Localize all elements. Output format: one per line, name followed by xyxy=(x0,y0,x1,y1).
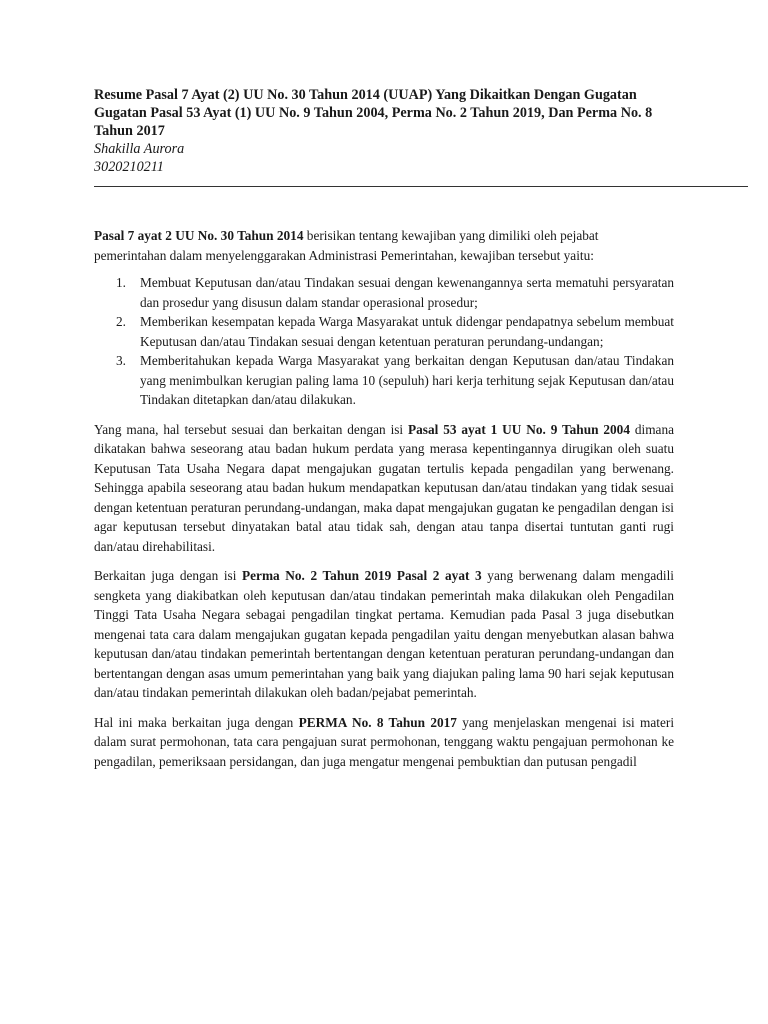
list-item xyxy=(94,273,674,312)
document-body xyxy=(94,226,674,781)
paragraph-text: Hal ini maka berkaitan juga dengan xyxy=(94,714,299,730)
list-item-number: 2. xyxy=(116,314,126,329)
paragraph-pasal-53 xyxy=(94,420,674,557)
document-title: Resume Pasal 7 Ayat (2) UU No. 30 Tahun 2014 (UUAP) Yang Dikaitkan Dengan Gugatan Gugatan Pasal 53 Ayat (1) UU No. 9 Tahun 2004, Perma No. 2 Tahun 2019, Dan Perma No. 8 Tahun 2017 xyxy=(94,87,653,139)
list-item-number: 1. xyxy=(116,275,126,290)
student-id: 3020210211 xyxy=(94,159,164,175)
list-item-text: Membuat Keputusan dan/atau Tindakan sesuai dengan kewenangannya serta mematuhi persyaratan dan prosedur yang disusun dalam standar operasional prosedur; xyxy=(140,275,674,310)
paragraph-text: yang menjelaskan mengenai isi materi dalam surat permohonan, tata cara pengajuan surat permohonan, tenggang waktu pengajuan permohonan ke pengadilan, pemeriksaan persidangan, dan juga mengatur mengenai pembuktian dan putusan pengadil xyxy=(94,714,675,769)
author-name: Shakilla Aurora xyxy=(94,141,185,157)
document-header xyxy=(94,86,684,176)
paragraph-text: Yang mana, hal tersebut sesuai dan berkaitan dengan isi xyxy=(94,421,409,437)
paragraph-text: dimana dikatakan bahwa seseorang atau badan hukum perdata yang merasa kepentingannya dirugikan oleh suatu Keputusan Tata Usaha Negara dapat mengajukan gugatan tertulis kepada pengadilan yang berwenang. Sehingga apabila seseorang atau badan hukum mendapatkan keputusan dan/atau tindakan yang tidak sesuai dengan ketentuan peraturan perundang-undangan, maka dapat mengajukan gugatan ke pengadilan dengan isi agar keputusan tersebut dinyatakan batal atau tidak sah, dengan atau tanpa disertai tuntutan ganti rugi dan/atau direhabilitasi. xyxy=(94,421,674,554)
paragraph-perma-2-2019 xyxy=(94,566,674,703)
intro-text: berisikan tentang kewajiban yang dimiliki oleh pejabat pemerintahan dalam menyelenggarakan Administrasi Pemerintahan, kewajiban tersebut yaitu: xyxy=(94,228,599,263)
header-divider xyxy=(94,186,748,187)
paragraph-bold: Perma No. 2 Tahun 2019 Pasal 2 ayat 3 xyxy=(242,568,482,583)
paragraph-perma-8-2017 xyxy=(94,713,674,772)
list-item xyxy=(94,312,674,351)
paragraph-text: yang berwenang dalam mengadili sengketa yang diakibatkan oleh keputusan dan/atau tindakan pemerintah maka dilakukan oleh Pengadilan Tinggi Tata Usaha Negara sebagai pengadilan tingkat pertama. Kemudian pada Pasal 3 juga disebutkan mengenai tata cara dalam mengajukan gugatan kepada pengadilan yaitu dengan menyebutkan alasan bahwa keputusan dan/atau tindakan pemerintah bertentangan dengan ketentuan peraturan perundang-undangan dan bertentangan dengan asas umum pemerintahan yang baik yang diajukan paling lama 90 hari sejak keputusan dan/atau tindakan pemerintah dilakukan oleh badan/pejabat pemerintah. xyxy=(94,568,674,700)
intro-bold: Pasal 7 ayat 2 UU No. 30 Tahun 2014 xyxy=(94,228,304,243)
list-item xyxy=(94,351,674,410)
paragraph-bold: PERMA No. 8 Tahun 2017 xyxy=(298,714,457,730)
list-item-number: 3. xyxy=(116,353,126,368)
list-item-text: Memberitahukan kepada Warga Masyarakat yang berkaitan dengan Keputusan dan/atau Tindakan yang menimbulkan kerugian paling lama 10 (sepuluh) hari kerja terhitung sejak Keputusan dan/atau Tindakan ditetapkan dan/atau dilakukan. xyxy=(140,353,674,407)
paragraph-text: Berkaitan juga dengan isi xyxy=(94,568,243,583)
list-item-text: Memberikan kesempatan kepada Warga Masyarakat untuk didengar pendapatnya sebelum membuat Keputusan dan/atau Tindakan sesuai dengan ketentuan peraturan perundang-undangan; xyxy=(140,314,674,349)
duties-list xyxy=(94,273,674,410)
intro-paragraph xyxy=(94,226,674,265)
paragraph-bold: Pasal 53 ayat 1 UU No. 9 Tahun 2004 xyxy=(408,421,630,437)
